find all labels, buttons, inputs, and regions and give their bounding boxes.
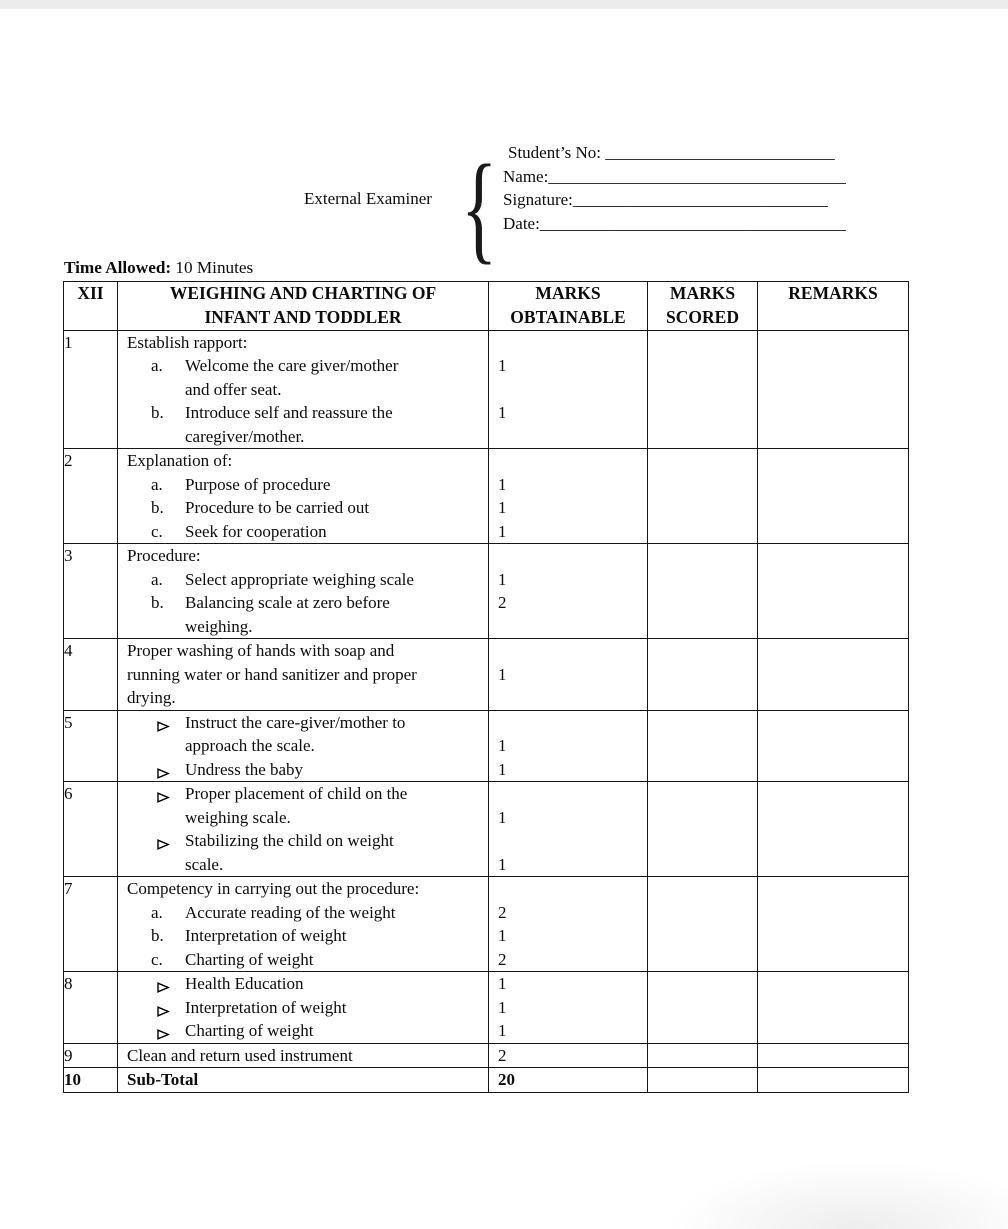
item-letter: a. [151, 569, 163, 589]
description-line [118, 544, 488, 568]
description-line [118, 568, 488, 592]
description-line [118, 591, 488, 615]
item-text: Establish rapport: [127, 332, 248, 352]
header-description: WEIGHING AND CHARTING OF INFANT AND TODDLER [118, 282, 489, 331]
row-number: 10 [64, 1068, 118, 1093]
description-line [118, 924, 488, 948]
description-line [118, 686, 488, 710]
examiner-fields [503, 141, 846, 235]
field-label: Student’s No: [508, 143, 602, 162]
time-allowed-label: Time Allowed: [64, 258, 172, 277]
row-description [118, 877, 489, 972]
time-allowed-value: 10 Minutes [171, 258, 254, 277]
mark-value: 1 [498, 569, 507, 589]
mark-value [489, 544, 647, 568]
row-description [118, 1068, 489, 1093]
description-line [118, 1019, 488, 1043]
row-marks-scored [648, 1043, 758, 1068]
item-text: Seek for cooperation [185, 521, 327, 541]
description-line [118, 829, 488, 853]
mark-value: 2 [498, 902, 507, 922]
row-description [118, 972, 489, 1044]
field-signature [503, 188, 846, 212]
row-number: 8 [64, 972, 118, 1044]
table-header-row [64, 282, 909, 331]
field-label: Date: [503, 213, 540, 233]
mark-value: 1 [498, 997, 507, 1017]
row-marks-obtainable [489, 972, 648, 1044]
item-text: Procedure to be carried out [185, 498, 370, 518]
field-label: Name: [503, 166, 549, 186]
assessment-table [63, 281, 909, 1093]
description-line [118, 663, 488, 687]
item-text: Welcome the care giver/mother [185, 356, 399, 376]
field-students-no [503, 141, 846, 165]
mark-value: 1 [498, 498, 507, 518]
assessment-table-rows [64, 330, 909, 1092]
item-text: Interpretation of weight [185, 997, 347, 1017]
description-line [118, 1068, 488, 1092]
row-remarks [758, 877, 909, 972]
row-remarks [758, 972, 909, 1044]
header-marks-obtainable: MARKS OBTAINABLE [489, 282, 648, 331]
curly-brace-icon: { [461, 140, 498, 275]
row-number: 2 [64, 449, 118, 544]
description-line [118, 806, 488, 830]
description-line [118, 449, 488, 473]
item-text: Undress the baby [185, 759, 304, 779]
description-line [118, 948, 488, 972]
item-text: Select appropriate weighing scale [185, 569, 414, 589]
row-number: 7 [64, 877, 118, 972]
item-text: drying. [127, 688, 176, 708]
mark-value: 1 [498, 759, 507, 779]
mark-value [489, 829, 647, 853]
table-row [64, 710, 909, 782]
field-blank-line: ____________________________________ [539, 213, 846, 233]
mark-value: 1 [498, 926, 507, 946]
item-text: Proper washing of hands with soap and [127, 641, 395, 661]
mark-value: 1 [498, 1021, 507, 1041]
mark-value: 1 [498, 474, 507, 494]
item-text: Interpretation of weight [185, 926, 347, 946]
row-remarks [758, 782, 909, 877]
row-description [118, 639, 489, 711]
row-marks-obtainable [489, 782, 648, 877]
description-line [118, 972, 488, 996]
field-blank-line: ___________________________ [601, 143, 835, 162]
row-description [118, 544, 489, 639]
description-line [118, 639, 488, 663]
table-row [64, 972, 909, 1044]
item-letter: c. [151, 949, 163, 969]
field-blank-line: ______________________________ [572, 190, 828, 210]
item-text: Procedure: [127, 546, 201, 566]
item-text: Charting of weight [185, 949, 314, 969]
row-description [118, 330, 489, 449]
item-text: Instruct the care-giver/mother to [185, 712, 406, 732]
description-line [118, 901, 488, 925]
description-line [118, 782, 488, 806]
row-marks-obtainable [489, 639, 648, 711]
row-remarks [758, 449, 909, 544]
header-remarks: REMARKS [758, 282, 909, 331]
mark-value: 1 [498, 736, 507, 756]
description-line [118, 520, 488, 544]
row-description [118, 449, 489, 544]
field-name [503, 165, 846, 189]
item-text: Accurate reading of the weight [185, 902, 396, 922]
mark-value [489, 782, 647, 806]
mark-value [489, 378, 647, 402]
mark-value: 1 [498, 521, 507, 541]
description-line [118, 853, 488, 877]
row-marks-scored [648, 710, 758, 782]
mark-value: 1 [498, 356, 507, 376]
description-line [118, 496, 488, 520]
table-row [64, 1068, 909, 1093]
description-line [118, 378, 488, 402]
row-remarks [758, 1043, 909, 1068]
mark-value: 2 [498, 1045, 507, 1065]
row-number: 4 [64, 639, 118, 711]
description-line [118, 473, 488, 497]
row-marks-obtainable [489, 1043, 648, 1068]
row-marks-obtainable [489, 449, 648, 544]
row-marks-obtainable [489, 710, 648, 782]
table-row [64, 330, 909, 449]
external-examiner-label: External Examiner [304, 189, 432, 208]
row-marks-scored [648, 544, 758, 639]
item-text: Balancing scale at zero before [185, 593, 390, 613]
item-letter: b. [151, 593, 164, 613]
row-marks-obtainable [489, 544, 648, 639]
mark-value [489, 686, 647, 710]
row-marks-scored [648, 877, 758, 972]
row-description [118, 782, 489, 877]
header-marks-scored: MARKS SCORED [648, 282, 758, 331]
row-number: 5 [64, 710, 118, 782]
row-remarks [758, 710, 909, 782]
mark-value [489, 331, 647, 355]
item-text: Stabilizing the child on weight [185, 831, 394, 851]
mark-value: 2 [498, 949, 507, 969]
item-text: caregiver/mother. [185, 426, 305, 446]
description-line [118, 758, 488, 782]
mark-value: 2 [498, 593, 507, 613]
row-marks-scored [648, 1068, 758, 1093]
mark-value: 1 [498, 807, 507, 827]
item-text: Competency in carrying out the procedure: [127, 879, 420, 899]
item-text: Health Education [185, 974, 304, 994]
table-row [64, 544, 909, 639]
mark-value: 20 [498, 1070, 515, 1090]
table-row [64, 782, 909, 877]
item-letter: a. [151, 356, 163, 376]
description-line [118, 354, 488, 378]
item-letter: b. [151, 498, 164, 518]
mark-value: 1 [498, 974, 507, 994]
header-roman-numeral: XII [64, 282, 118, 331]
page-corner-shadow [630, 1134, 1008, 1229]
description-line [118, 615, 488, 639]
row-marks-obtainable [489, 877, 648, 972]
item-text: approach the scale. [185, 736, 315, 756]
mark-value [489, 877, 647, 901]
table-row [64, 1043, 909, 1068]
row-description [118, 1043, 489, 1068]
row-number: 6 [64, 782, 118, 877]
item-letter: a. [151, 902, 163, 922]
item-text: Charting of weight [185, 1021, 314, 1041]
row-description [118, 710, 489, 782]
page-top-band [0, 0, 1008, 9]
mark-value [489, 639, 647, 663]
row-marks-obtainable [489, 1068, 648, 1093]
mark-value: 1 [498, 854, 507, 874]
item-text: Explanation of: [127, 451, 233, 471]
item-text: Sub-Total [127, 1070, 199, 1090]
description-line [118, 877, 488, 901]
mark-value [489, 449, 647, 473]
item-text: Proper placement of child on the [185, 784, 408, 804]
item-text: and offer seat. [185, 379, 282, 399]
row-marks-obtainable [489, 330, 648, 449]
table-row [64, 877, 909, 972]
item-text: Introduce self and reassure the [185, 403, 393, 423]
description-line [118, 711, 488, 735]
mark-value [489, 711, 647, 735]
table-row [64, 449, 909, 544]
item-letter: b. [151, 926, 164, 946]
description-line [118, 734, 488, 758]
row-number: 1 [64, 330, 118, 449]
field-blank-line: ___________________________________ [548, 166, 846, 186]
row-number: 3 [64, 544, 118, 639]
row-remarks [758, 544, 909, 639]
row-remarks [758, 330, 909, 449]
description-line [118, 401, 488, 425]
item-text: Clean and return used instrument [127, 1045, 353, 1065]
item-text: scale. [185, 854, 224, 874]
mark-value: 1 [498, 403, 507, 423]
item-text: running water or hand sanitizer and proper [127, 664, 417, 684]
row-marks-scored [648, 330, 758, 449]
time-allowed-line [64, 258, 253, 278]
item-text: weighing. [185, 616, 253, 636]
item-letter: a. [151, 474, 163, 494]
field-date [503, 212, 846, 236]
table-row [64, 639, 909, 711]
item-letter: c. [151, 521, 163, 541]
row-marks-scored [648, 449, 758, 544]
row-marks-scored [648, 639, 758, 711]
row-number: 9 [64, 1043, 118, 1068]
description-line [118, 331, 488, 355]
row-remarks [758, 639, 909, 711]
item-letter: b. [151, 403, 164, 423]
mark-value [489, 615, 647, 639]
description-line [118, 1044, 488, 1068]
mark-value [489, 425, 647, 449]
field-label: Signature: [503, 190, 573, 210]
row-marks-scored [648, 972, 758, 1044]
description-line [118, 996, 488, 1020]
description-line [118, 425, 488, 449]
mark-value: 1 [498, 664, 507, 684]
row-remarks [758, 1068, 909, 1093]
item-text: Purpose of procedure [185, 474, 331, 494]
item-text: weighing scale. [185, 807, 291, 827]
row-marks-scored [648, 782, 758, 877]
